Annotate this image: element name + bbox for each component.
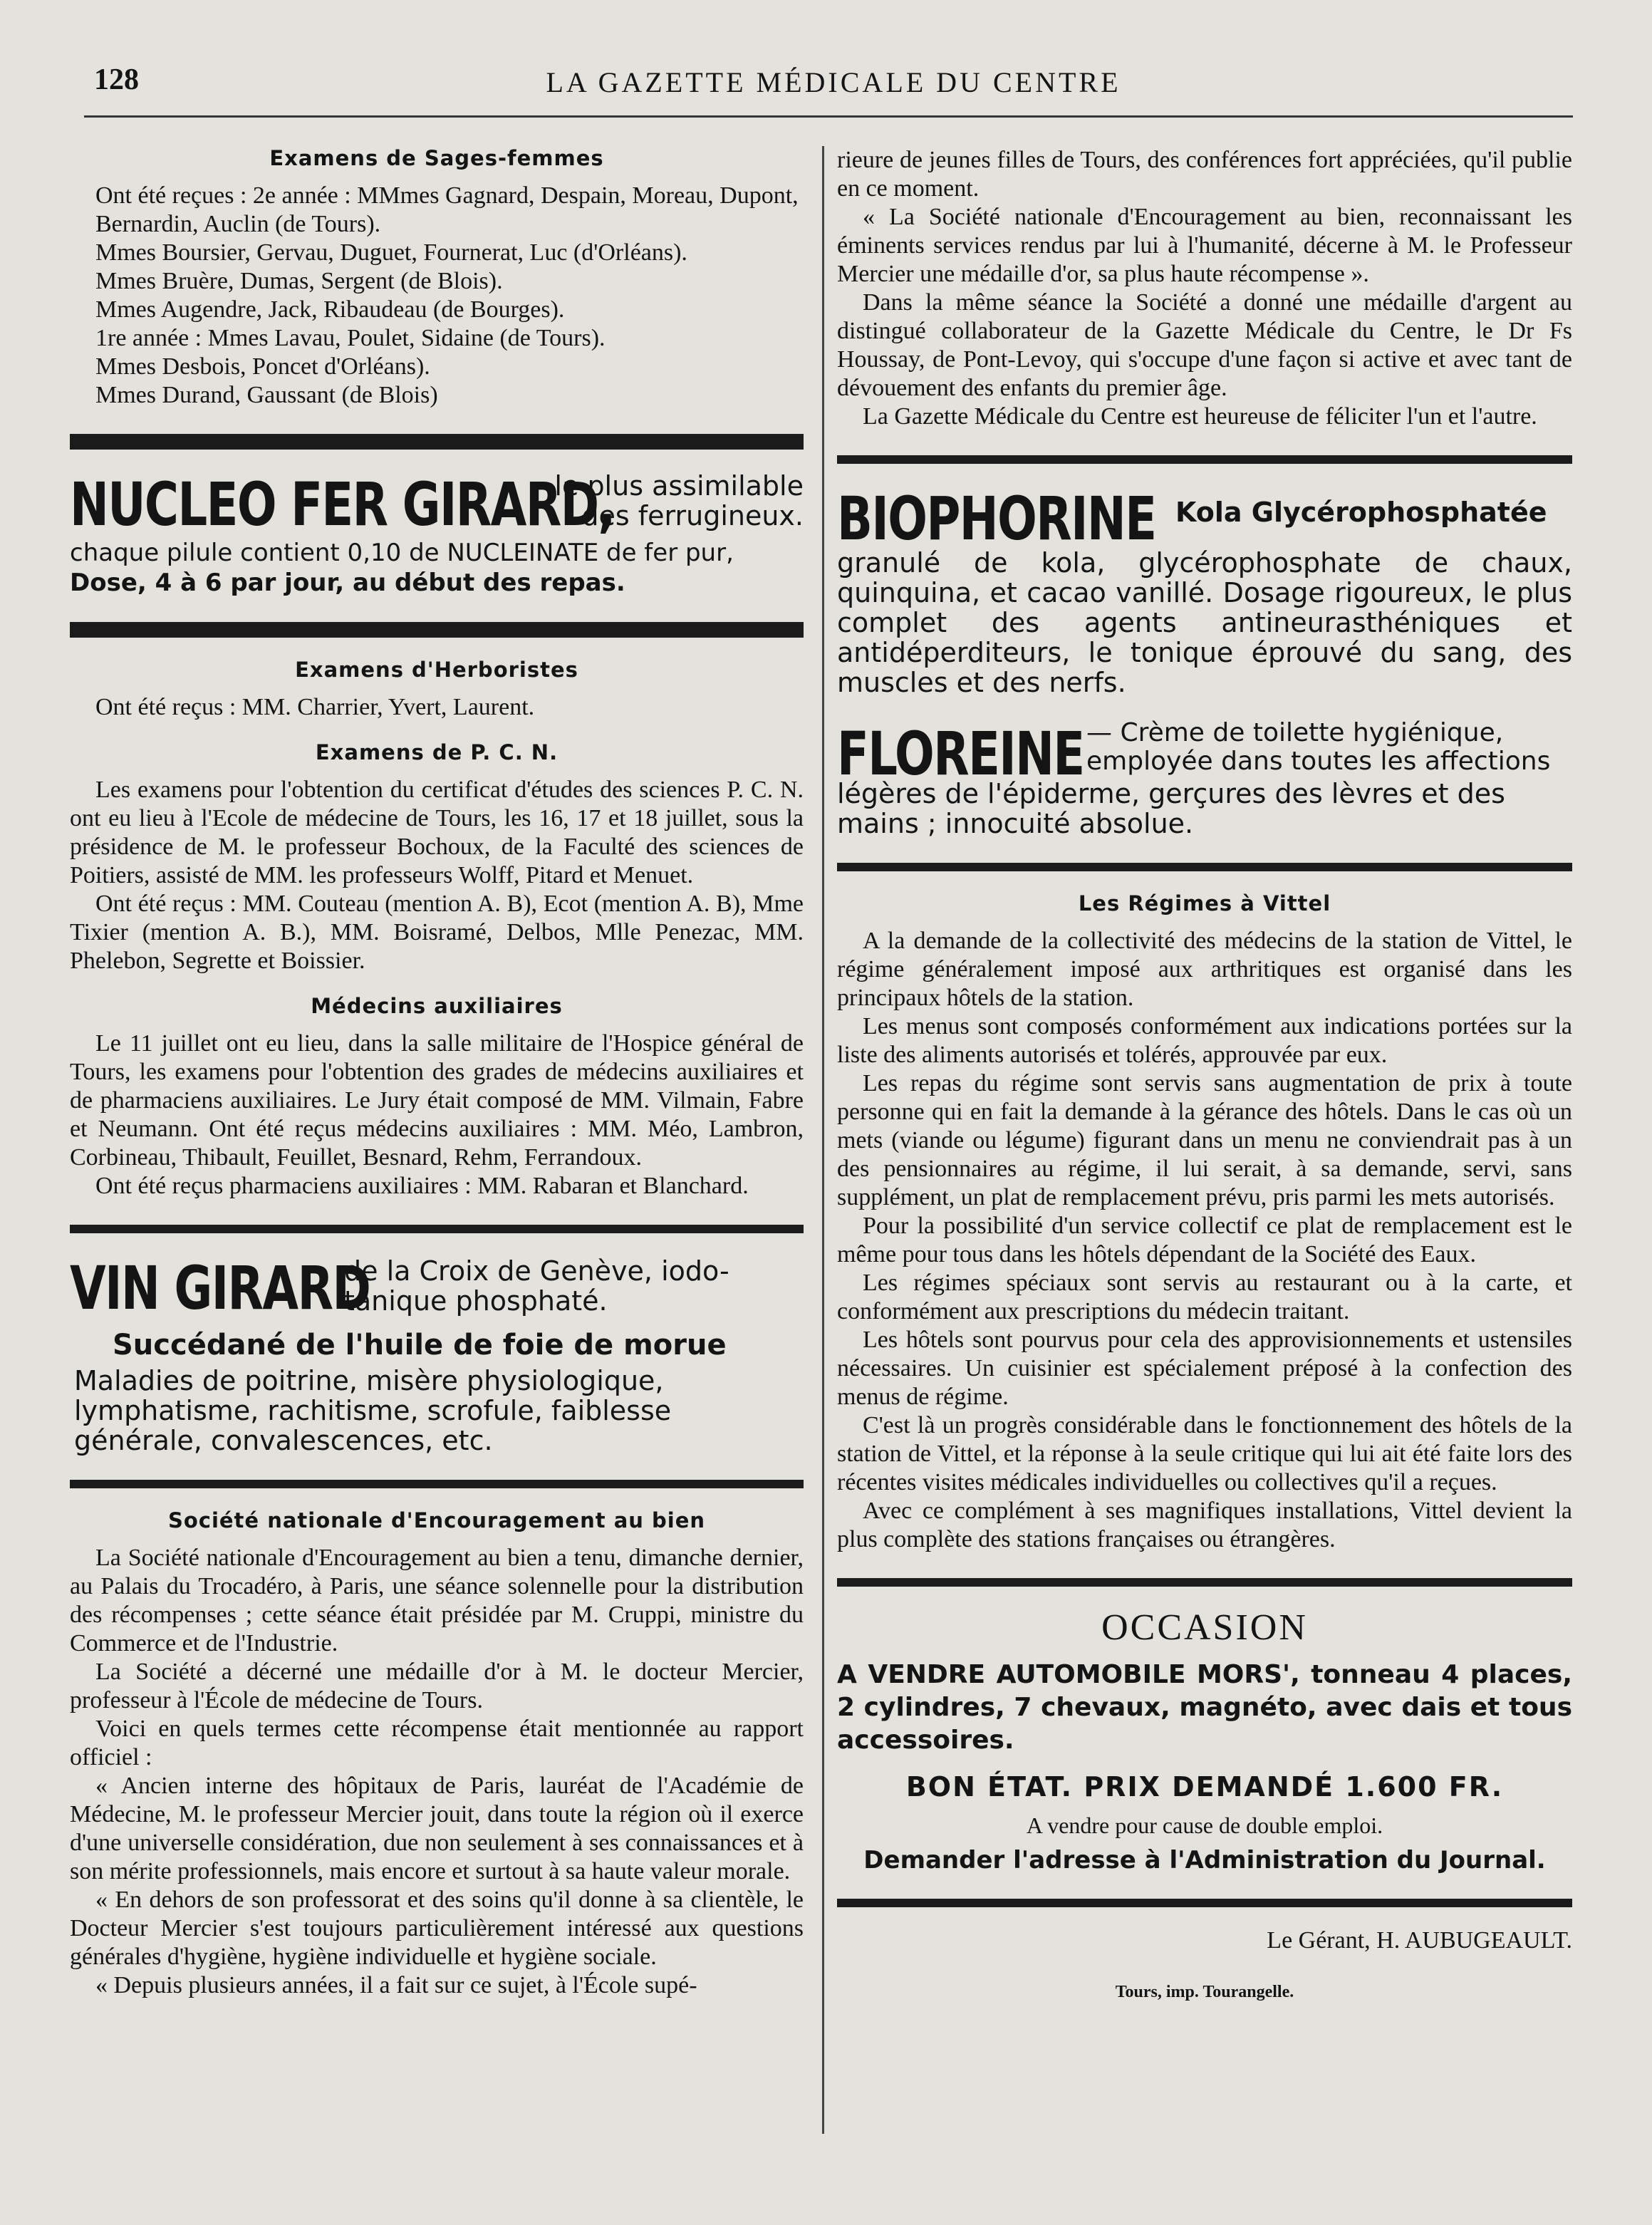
ad-divider (70, 1480, 804, 1488)
societe-continuation (837, 146, 1572, 431)
paragraph: rieure de jeunes filles de Tours, des conférences fort appréciées, qu'il publie en ce moment. (837, 147, 1572, 202)
ad-divider (70, 434, 804, 450)
paragraph: « Ancien interne des hôpitaux de Paris, lauréat de l'Académie de Médecine, M. le professeur Mercier jouit, dans toute la région où il exerce d'une universelle considération, due non seulement à ses connaissances et à son mérite professionnels, mais encore et surtout à sa haute valeur morale. (70, 1773, 804, 1884)
ad-tagline: — Crème de toilette hygiénique, employée dans toutes les affections (1086, 718, 1551, 776)
paragraph: Les repas du régime sont servis sans augmentation de prix à toute personne qui en fait la demande à la gérance des hôtels. Dans le cas où un mets (viande ou légume) figurant dans un menu ne conviendrait pas à un des pensionnaires au régime, il lui serait, à sa demande, servi, sans supplément, un plat de remplacement prévu, pris parmi les mets autorisés. (837, 1070, 1572, 1210)
left-column (70, 146, 804, 2000)
sages-femmes-section (70, 146, 804, 410)
paragraph: Dans la même séance la Société a donné une médaille d'argent au distingué collaborateur de la Gazette Médicale du Centre, le Dr Fs Houssay, de Pont-Levoy, qui s'occupe d'une façon si active et avec tant de dévouement des enfants du premier âge. (837, 289, 1572, 401)
vin-girard-ad (70, 1253, 804, 1456)
paragraph: Les régimes spéciaux sont servis au restaurant ou à la carte, et conformément aux prescriptions du médecin traitant. (837, 1270, 1572, 1324)
printer-imprint: Tours, imp. Tourangelle. (1115, 1983, 1294, 2001)
paragraph: C'est là un progrès considérable dans le fonctionnement des hôtels de la station de Vittel, et la réponse à la seule critique qui lui ait été faite lors des récentes visites médicales individuelles ou collectives qu'il a reçues. (837, 1412, 1572, 1495)
ad-divider (837, 1899, 1572, 1907)
ad-divider (70, 622, 804, 638)
paragraph: La Gazette Médicale du Centre est heureuse de féliciter l'un et l'autre. (863, 403, 1537, 430)
ad-title: OCCASION (1101, 1607, 1308, 1648)
ad-price: BON ÉTAT. PRIX DEMANDÉ 1.600 FR. (905, 1771, 1504, 1803)
signature: Le Gérant, H. AUBUGEAULT. (1267, 1927, 1572, 1954)
ad-brand: NUCLEO FER GIRARD, (70, 470, 615, 539)
section-heading: Examens d'Herboristes (295, 658, 578, 682)
text-line: 1re année : Mmes Lavau, Poulet, Sidaine (de Tours). (95, 325, 606, 351)
ad-subtitle: Succédané de l'huile de foie de morue (113, 1329, 727, 1362)
biophorine-ad (837, 484, 1572, 697)
section-heading: Société nationale d'Encouragement au bien (167, 1508, 706, 1532)
paragraph: Pour la possibilité d'un service collectif ce plat de remplacement est le même pour tous dans les hôtels dépendant de la Société des Eaux. (837, 1213, 1572, 1267)
ad-tagline: le plus assimilable (554, 470, 804, 502)
vittel-section (837, 891, 1572, 1554)
ad-reason: A vendre pour cause de double emploi. (1026, 1812, 1383, 1838)
paragraph: Voici en quels termes cette récompense était mentionnée au rapport officiel : (70, 1716, 804, 1770)
text-line: Mmes Bruère, Dumas, Sergent (de Blois). (95, 268, 503, 294)
ad-text: granulé de kola, glycérophosphate de chaux, quinquina, et cacao vanillé. Dosage rigoureux, le plus complet des agents antineurasthéniques et antidéperditeurs, le tonique éprouvé du sang, des muscles et des nerfs. (837, 547, 1572, 698)
ad-text: chaque pilule contient 0,10 de NUCLEINATE de fer pur, (70, 539, 734, 567)
paragraph: Les menus sont composés conformément aux indications portées sur la liste des aliments autorisés et tolérés, approuvée par eux. (837, 1013, 1572, 1068)
medecins-auxiliaires-section (70, 994, 804, 1200)
section-heading: Les Régimes à Vittel (1078, 891, 1331, 916)
section-heading: Examens de Sages-femmes (269, 146, 604, 170)
paragraph: La Société a décerné une médaille d'or à M. le docteur Mercier, professeur à l'École de médecine de Tours. (70, 1659, 804, 1713)
right-column (837, 146, 1572, 2002)
ad-text: A VENDRE AUTOMOBILE MORS', tonneau 4 places, 2 cylindres, 7 chevaux, magnéto, avec dais et tous accessoires. (837, 1660, 1572, 1755)
section-heading: Médecins auxiliaires (311, 994, 563, 1018)
ad-divider (837, 863, 1572, 871)
herboristes-section (70, 658, 804, 722)
paragraph: « Depuis plusieurs années, il a fait sur ce sujet, à l'École supé- (95, 1972, 697, 1998)
paragraph: La Société nationale d'Encouragement au bien a tenu, dimanche dernier, au Palais du Trocadéro, à Paris, une séance solennelle pour la distribution des récompenses ; cette séance était présidée par M. Cruppi, ministre du Commerce et de l'Industrie. (70, 1545, 804, 1656)
occasion-ad (837, 1607, 1572, 1874)
journal-title: LA GAZETTE MÉDICALE DU CENTRE (546, 66, 1121, 98)
paragraph: Ont été reçus : MM. Charrier, Yvert, Laurent. (95, 694, 535, 720)
page-number: 128 (94, 63, 139, 96)
text-line: Mmes Durand, Gaussant (de Blois) (95, 382, 438, 408)
text-line: Mmes Desbois, Poncet d'Orléans). (95, 353, 430, 380)
page-header (85, 63, 1581, 105)
floreine-ad (837, 719, 1572, 839)
paragraph: Ont été reçus : MM. Couteau (mention A. B), Ecot (mention A. B), Mme Tixier (mention A. B.), MM. Boisramé, Delbos, Mlle Penezac, MM. Phelebon, Segrette et Boissier. (70, 891, 804, 974)
nucleo-fer-girard-ad (70, 470, 804, 598)
paragraph: Ont été reçus pharmaciens auxiliaires : MM. Rabaran et Blanchard. (95, 1173, 749, 1199)
paragraph: Les hôtels sont pourvus pour cela des approvisionnements et ustensiles nécessaires. Un cuisinier est spécialement préposé à la confection des menus de régime. (837, 1327, 1572, 1410)
paragraph: Les examens pour l'obtention du certificat d'études des sciences P. C. N. ont eu lieu à l'Ecole de médecine de Tours, les 16, 17 et 18 juillet, sous la présidence de M. le professeur Bochoux, de la Faculté des sciences de Poitiers, assisté de MM. les professeurs Wolff, Pitard et Menuet. (70, 777, 804, 888)
ad-text: légères de l'épiderme, gerçures des lèvres et des mains ; innocuité absolue. (837, 778, 1505, 839)
ad-divider (837, 1578, 1572, 1587)
ad-brand: FLOREINE (837, 719, 1084, 789)
text-line: Mmes Augendre, Jack, Ribaudeau (de Bourges). (95, 296, 565, 323)
ad-tagline: de la Croix de Genève, iodo-tanique phosphaté. (344, 1255, 729, 1317)
pcn-section (70, 740, 804, 975)
ad-divider (70, 1225, 804, 1233)
paragraph: « En dehors de son professorat et des soins qu'il donne à sa clientèle, le Docteur Mercier s'est toujours particulièrement intéressé aux questions générales d'hygiène, hygiène individuelle et hygiène sociale. (70, 1887, 804, 1970)
societe-encouragement-section (70, 1508, 804, 2000)
header-rule (84, 115, 1573, 118)
column-divider (822, 146, 824, 2134)
paragraph: A la demande de la collectivité des médecins de la station de Vittel, le régime généralement imposé aux arthritiques est organisé dans les principaux hôtels de la station. (837, 928, 1572, 1011)
section-heading: Examens de P. C. N. (315, 740, 559, 764)
ad-text: Maladies de poitrine, misère physiologique, lymphatisme, rachitisme, scrofule, faiblesse générale, convalescences, etc. (74, 1365, 672, 1456)
text-line: Mmes Boursier, Gervau, Duguet, Fournerat, Luc (d'Orléans). (95, 239, 687, 266)
paragraph: Le 11 juillet ont eu lieu, dans la salle militaire de l'Hospice général de Tours, les examens pour l'obtention des grades de médecins auxiliaires et de pharmaciens auxiliaires. Le Jury était composé de MM. Vilmain, Fabre et Neumann. Ont été reçus médecins auxiliaires : MM. Méo, Lambron, Corbineau, Thibault, Feuillet, Besnard, Rehm, Ferrandoux. (70, 1030, 804, 1171)
ad-brand: BIOPHORINE (837, 484, 1156, 554)
ad-divider (837, 455, 1572, 464)
ad-contact: Demander l'adresse à l'Administration du Journal. (863, 1846, 1546, 1874)
ad-tagline: Kola Glycérophosphatée (1175, 497, 1547, 528)
paragraph: « La Société nationale d'Encouragement au bien, reconnaissant les éminents services rendus par lui à l'humanité, décerne à M. le Professeur Mercier une médaille d'or, sa plus haute récompense ». (837, 204, 1572, 287)
paragraph: Avec ce complément à ses magnifiques installations, Vittel devient la plus complète des stations françaises ou étrangères. (837, 1498, 1572, 1552)
ad-text: Dose, 4 à 6 par jour, au début des repas. (70, 569, 625, 597)
ad-tagline: des ferrugineux. (581, 500, 804, 531)
ad-brand: VIN GIRARD (70, 1253, 370, 1323)
text-line: Ont été reçues : 2e année : MMmes Gagnard, Despain, Moreau, Dupont, Bernardin, Auclin (de Tours). (95, 182, 799, 237)
